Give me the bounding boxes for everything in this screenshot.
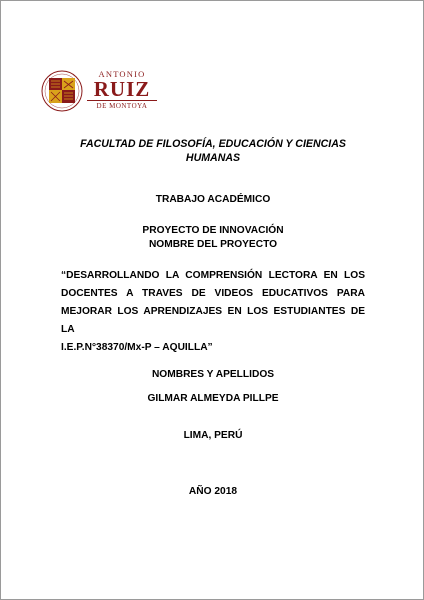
faculty-line-2: HUMANAS bbox=[185, 152, 241, 164]
title-line-1: “DESARROLLANDO LA COMPRENSIÓN LECTORA EN LOS bbox=[61, 270, 365, 281]
place: LIMA, PERÚ bbox=[183, 430, 243, 441]
university-shield-icon bbox=[41, 69, 83, 113]
title-line-2: DOCENTES A TRAVES DE VIDEOS EDUCATIVOS PARA bbox=[61, 288, 365, 299]
logo-line-antonio: ANTONIO bbox=[98, 69, 146, 79]
title-line-4: I.E.P.N°38370/Mx-P – AQUILLA” bbox=[61, 342, 213, 353]
university-logo bbox=[41, 69, 156, 113]
project-title bbox=[61, 267, 365, 357]
logo-line-ruiz: RUIZ bbox=[93, 77, 151, 101]
faculty-name bbox=[61, 137, 365, 165]
project-heading bbox=[61, 224, 365, 252]
project-line-1: PROYECTO DE INNOVACIÓN bbox=[142, 225, 284, 236]
author-name: GILMAR ALMEYDA PILLPE bbox=[147, 393, 279, 404]
author-label: NOMBRES Y APELLIDOS bbox=[151, 369, 275, 380]
logo-line-de-montoya: DE MONTOYA bbox=[87, 100, 157, 110]
project-line-2: NOMBRE DEL PROYECTO bbox=[148, 239, 278, 250]
title-line-3: MEJORAR LOS APRENDIZAJES EN LOS ESTUDIANTES DE LA bbox=[61, 306, 365, 335]
work-type: TRABAJO ACADÉMICO bbox=[155, 194, 271, 205]
faculty-line-1: FACULTAD DE FILOSOFÍA, EDUCACIÓN Y CIENCIAS bbox=[80, 138, 346, 150]
university-name bbox=[87, 69, 157, 113]
year: AÑO 2018 bbox=[188, 486, 238, 497]
